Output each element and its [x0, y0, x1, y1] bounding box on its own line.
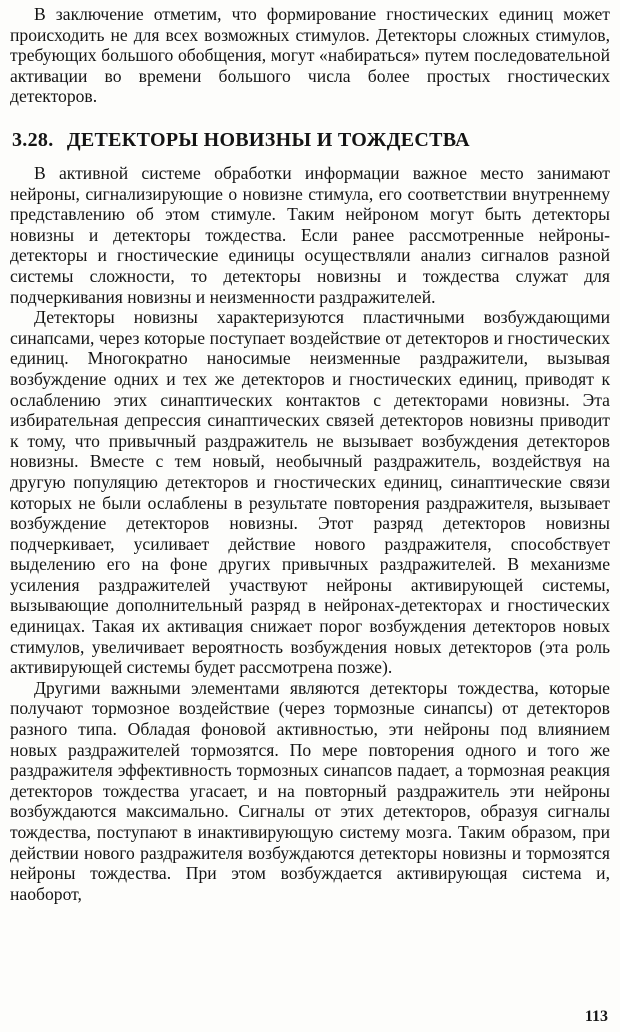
section-heading: [12, 128, 602, 152]
section-number: 3.28.: [12, 129, 54, 151]
paragraph-3: Другими важными элементами являются детекторы тождества, которые получают тормозное воздействие (через тормозные синапсы) от детекторов разного типа. Обладая фоновой активностью, эти нейроны под влиянием новых раздражителей тормозятся. По мере повторения одного и того же раздражителя эффективность тормозных синапсов падает, а тормозная реакция детекторов тождества угасает, и на повторный раздражитель эти нейроны возбуждаются максимально. Сигналы от этих детекторов, образуя сигналы тождества, поступают в инактивирующую систему мозга. Таким образом, при действии нового раздражителя возбуждаются детекторы новизны и тормозятся нейроны тождества. При этом возбуждается активирующая система и, наоборот,: [10, 677, 610, 904]
paragraph-2: Детекторы новизны характеризуются пластичными возбуждающими синапсами, через которые поступает воздействие от детекторов и гностических единиц. Многократно наносимые неизменные раздражители, вызывая возбуждение одних и тех же детекторов и гностических единиц, приводят к ослаблению этих синаптических контактов с детекторами новизны. Эта избирательная депрессия синаптических связей детекторов новизны приводит к тому, что привычный раздражитель не вызывает возбуждения детекторов новизны. Вместе с тем новый, необычный раздражитель, воздействуя на другую популяцию детекторов и гностических единиц, синаптические связи которых не были ослаблены в результате повторения раздражителя, вызывает возбуждение детекторов новизны. Этот разряд детекторов новизны подчеркивает, усиливает действие нового раздражителя, способствует выделению его на фоне других привычных раздражителей. В механизме усиления раздражителей участвуют нейроны активирующей системы, вызывающие дополнительный разряд в нейронах-детекторах и гностических единицах. Такая их активация снижает порог возбуждения детекторов новых стимулов, увеличивает вероятность возбуждения новых детекторов (эта роль активирующей системы будет рассмотрена позже).: [10, 307, 610, 678]
intro-paragraph: В заключение отметим, что формирование гностических единиц может происходить не для всех возможных стимулов. Детекторы сложных стимулов, требующих большого обобщения, могут «набираться» путем последовательной активации во времени большого числа более простых гностических детекторов.: [10, 4, 610, 107]
paragraph-1: В активной системе обработки информации важное место занимают нейроны, сигнализирующие о новизне стимула, его соответствии внутреннему представлению об этом стимуле. Таким нейроном могут быть детекторы новизны и детекторы тождества. Если ранее рассмотренные нейроны-детекторы и гностические единицы осуществляли анализ сигналов разной системы сложности, то детекторы новизны и тождества служат для подчеркивания новизны и неизменности раздражителей.: [10, 163, 610, 307]
section-body: [10, 163, 610, 904]
page-number: 113: [584, 1008, 608, 1025]
section-title: ДЕТЕКТОРЫ НОВИЗНЫ И ТОЖДЕСТВА: [66, 129, 470, 151]
